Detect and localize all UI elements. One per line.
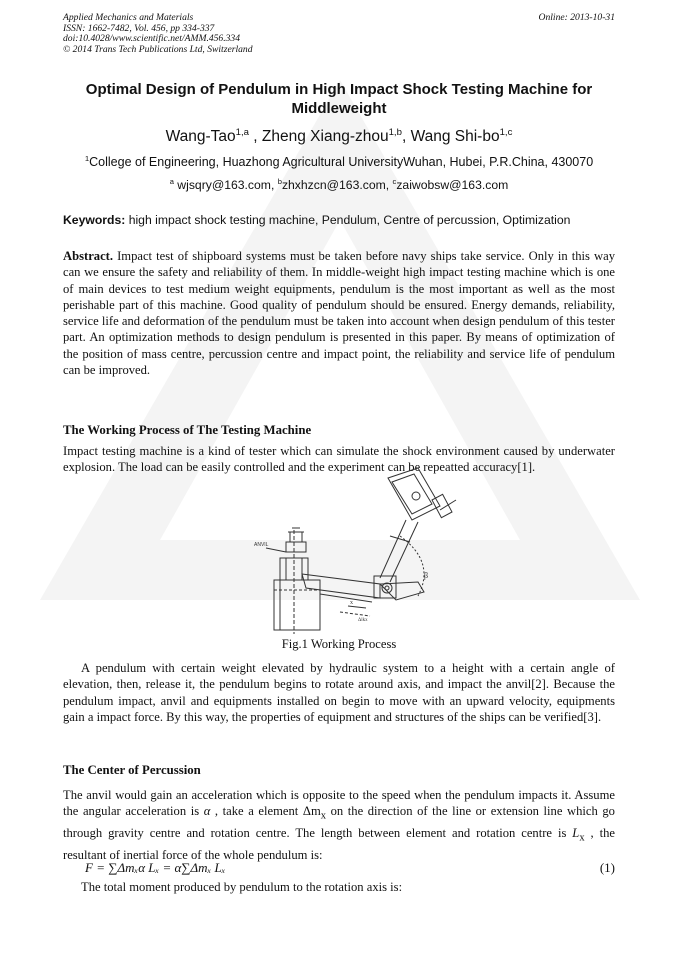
journal-name: Applied Mechanics and Materials xyxy=(63,12,194,23)
subscript-x: x xyxy=(320,810,327,822)
author-1: Wang-Tao xyxy=(165,128,236,145)
anvil-label: ANVIL xyxy=(254,542,269,548)
copyright-line: © 2014 Trans Tech Publications Ltd, Switzerland xyxy=(63,43,253,55)
author-3-sup: 1,c xyxy=(499,126,513,138)
affiliation-sup: 1 xyxy=(84,153,90,163)
abstract xyxy=(63,248,615,378)
alpha-symbol: α xyxy=(203,804,211,819)
journal-header xyxy=(63,13,615,55)
section-heading-center-of-percussion: The Center of Percussion xyxy=(63,763,201,777)
keywords-text: high impact shock testing machine, Pendulum, Centre of percussion, Optimization xyxy=(125,213,571,227)
subscript-x: x xyxy=(579,832,585,844)
abstract-label: Abstract. xyxy=(63,249,114,263)
dx-label: Δlkx xyxy=(358,618,368,623)
anvil xyxy=(274,528,320,634)
text-run: , take a element xyxy=(210,804,303,819)
keywords-label: Keywords: xyxy=(63,213,126,227)
author-3: Wang Shi-bo xyxy=(410,128,500,145)
pendulum-head xyxy=(388,468,456,520)
beta-label: β xyxy=(424,571,429,580)
email-c[interactable]: zaiwobsw@163.com xyxy=(396,178,509,192)
beta-arc xyxy=(400,536,424,596)
author-2-sup: 1,b xyxy=(388,126,402,138)
author-separator: , xyxy=(249,128,262,145)
section1-paragraph-1: Impact testing machine is a kind of tester which can simulate the shock environment caused by underwater explosion. The load can be easily controlled and the experiment can be repeatted accuracy[1]. xyxy=(63,444,615,475)
author-separator: , xyxy=(401,128,411,145)
anvil-leader xyxy=(266,548,286,552)
abstract-text: Impact test of shipboard systems must be taken before navy ships take service. Only in this way can we ensure the safety and reliability of them. In middle-weight high impact testing machine which is one of main devices to test medium weight equipments, pendulum is the most important as well as the most perishable part of this machine. Good quality of pendulum should be ensured. Energy demands, reliability, service life and deformation of the pendulum must be taken into account when design pendulum of this tester part. An optimization methods to design pendulum is presented in this paper. By means of optimization of the position of mass centre, percussion centre and impact point, the reliability and service life of pendulum can be improved. xyxy=(63,249,615,378)
section-heading-working-process: The Working Process of The Testing Machine xyxy=(63,423,312,437)
section2-paragraph-2: The total moment produced by pendulum to the rotation axis is: xyxy=(81,880,403,894)
pivot-assembly xyxy=(374,576,424,600)
email-b-sup: b xyxy=(277,176,282,186)
author-2: Zheng Xiang-zhou xyxy=(261,128,389,145)
text-run: on the direction of the line or extension line which go through gravity centre and rotation centre. The length between element and rotation centre is xyxy=(63,804,615,841)
email-a[interactable]: wjsqry@163.com, xyxy=(173,178,278,192)
x-label: x xyxy=(350,600,353,606)
text-run: , the resultant of inertial force of the whole pendulum is: xyxy=(63,826,615,862)
equation-text: F = ∑Δmₓα Lₓ = α∑Δmₓ Lₓ xyxy=(85,860,226,875)
email-c-sup: c xyxy=(392,176,397,186)
email-b[interactable]: zhxhzcn@163.com, xyxy=(281,178,393,192)
email-a-sup: a xyxy=(169,176,174,186)
l-symbol: L xyxy=(572,826,580,841)
affiliation xyxy=(40,155,638,169)
paper-title: Optimal Design of Pendulum in High Impact Shock Testing Machine for Middleweight xyxy=(85,81,593,117)
figure-caption: Fig.1 Working Process xyxy=(281,637,397,651)
author-1-sup: 1,a xyxy=(235,126,249,138)
email-list xyxy=(40,178,638,192)
online-date: Online: 2013-10-31 xyxy=(538,12,615,23)
doi-line: doi:10.4028/www.scientific.net/AMM.456.334 xyxy=(63,33,241,45)
pendulum-arm xyxy=(380,520,418,582)
affiliation-text: College of Engineering, Huazhong Agricultural UniversityWuhan, Hubei, P.R.China, 430070 xyxy=(89,155,594,169)
text-run: The anvil would gain an acceleration which is opposite to the speed when the pendulum impacts it. Assume the angular acceleration is xyxy=(63,788,615,819)
section2-paragraph-1 xyxy=(63,787,615,863)
issn-line: ISSN: 1662-7482, Vol. 456, pp 334-337 xyxy=(63,22,215,34)
keywords xyxy=(63,213,615,227)
equation-number: (1) xyxy=(599,860,615,875)
author-list xyxy=(40,128,638,146)
equation-1 xyxy=(85,860,615,876)
section1-paragraph-2: A pendulum with certain weight elevated by hydraulic system to a height with a certain angle of elevation, then, release it, the pendulum begins to rotate around axis, and impact the anvil[2]. Because the pendulum impact, anvil and equipments installed on begin to move with an upward velocity, equipments gain a impact force. By this way, the properties of equipment and structures of the ships can be verified[3]. xyxy=(63,661,615,724)
figure-working-process xyxy=(240,466,462,636)
delta-m-symbol: Δm xyxy=(302,804,321,819)
